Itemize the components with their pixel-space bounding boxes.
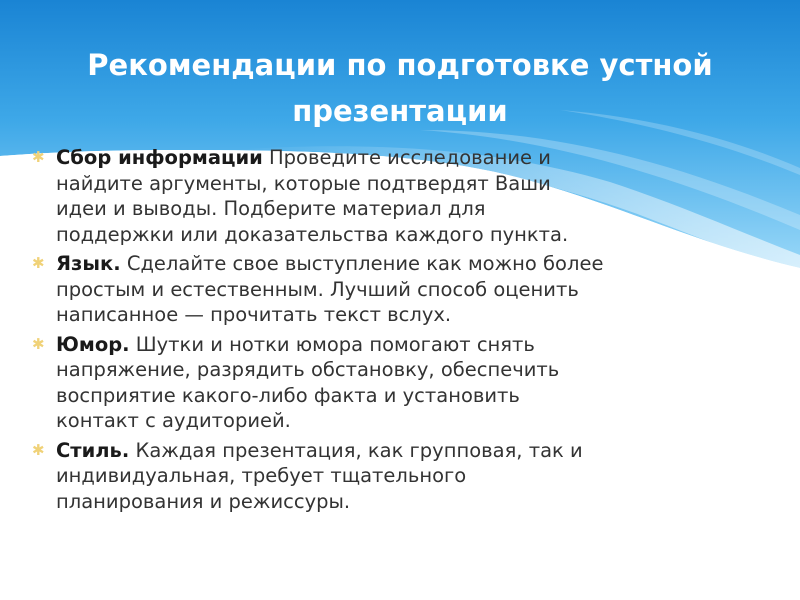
bullet-lead: Сбор информации [56,146,263,169]
bullet-list [32,145,672,518]
asterisk-icon: ✱ [32,148,45,166]
bullet-text: написанное — прочитать текст вслух. [56,303,452,326]
bullet-text: контакт с аудиторией. [56,409,291,432]
bullet-text: поддержки или доказательства каждого пункта. [56,222,569,246]
bullet-text: Каждая презентация, как групповая, так и [129,438,583,462]
bullet-item-humor [32,332,672,434]
bullet-text: простым и естественным. Лучший способ оценить [56,277,579,301]
bullet-text: Проведите исследование и [262,146,551,169]
bullet-lead: Язык. [56,252,121,275]
bullet-text: индивидуальная, требует тщательного [56,464,467,487]
bullet-text: Шутки и нотки юмора помогают снять [129,332,535,356]
slide-title-line-1: Рекомендации по подготовке устной [87,48,713,82]
bullet-lead: Юмор. [56,332,130,356]
bullet-text: идеи и выводы. Подберите материал для [56,197,486,220]
asterisk-icon: ✱ [32,440,45,459]
bullet-item-information [32,145,672,247]
bullet-text: напряжение, разрядить обстановку, обеспечить [56,358,560,381]
bullet-text: найдите аргументы, которые подтвердят Ваши [56,171,551,195]
bullet-text: планирования и режиссуры. [56,489,351,513]
asterisk-icon: ✱ [32,254,45,272]
bullet-item-style [32,438,672,515]
bullet-item-language [32,251,672,328]
bullet-text: восприятие какого-либо факта и установить [56,383,520,407]
slide-title [40,42,760,134]
asterisk-icon: ✱ [32,334,45,353]
slide-title-line-2: презентации [292,94,508,128]
bullet-text: Сделайте свое выступление как можно более [120,252,604,275]
bullet-lead: Стиль. [56,438,130,462]
